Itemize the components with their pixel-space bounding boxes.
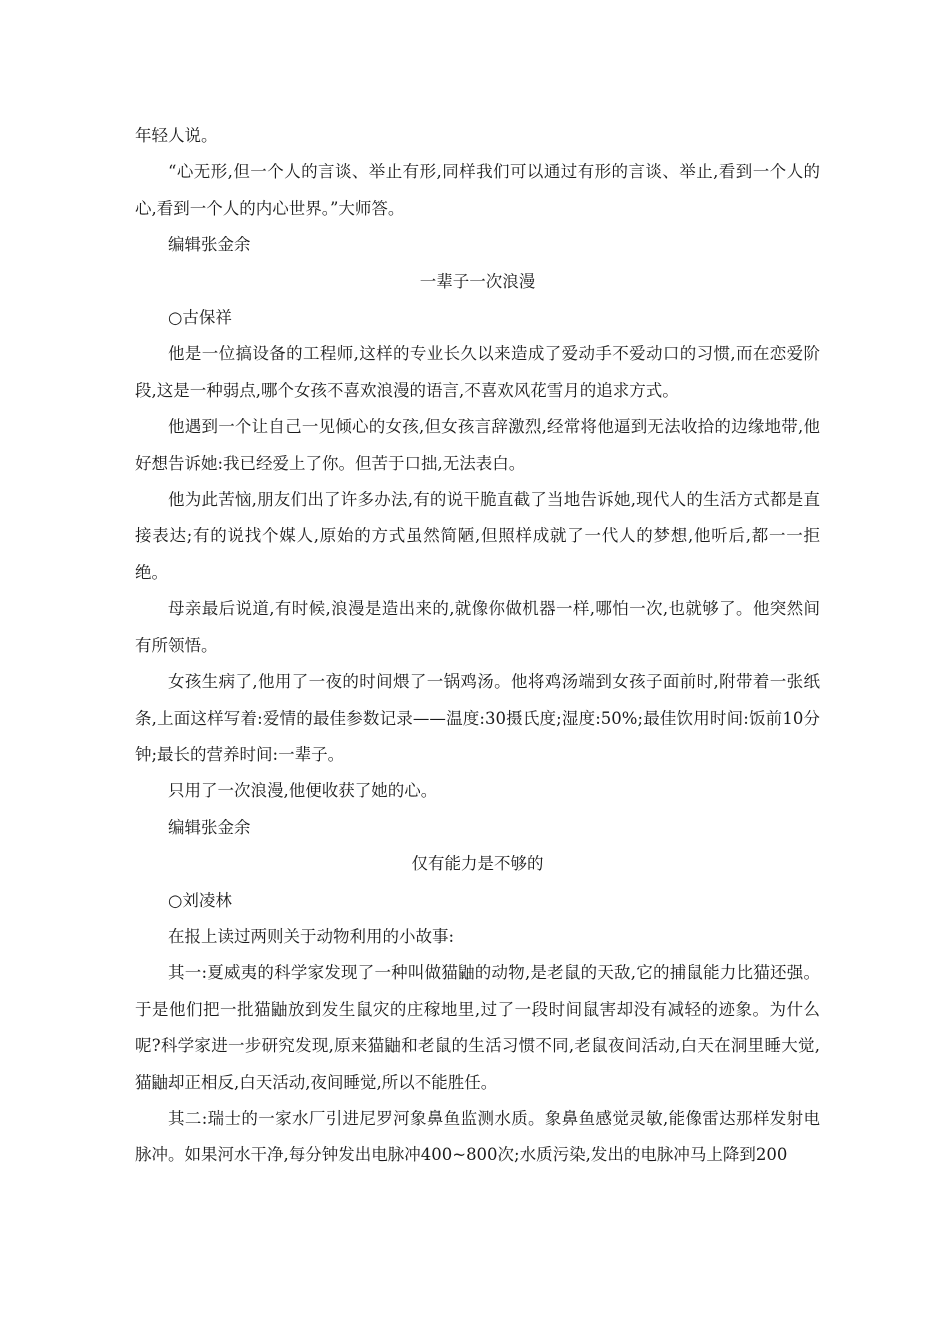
author-line: ○刘凌林 [168,890,232,910]
paragraph: “心无形,但一个人的言谈、举止有形,同样我们可以通过有形的言谈、举止,看到一个人的心,看到一个人的内心世界。”大师答。 [135,162,820,218]
document-body [135,118,820,1174]
article-title: 仅有能力是不够的 [411,854,544,874]
editor-credit: 编辑张金余 [168,817,251,837]
paragraph: 年轻人说。 [135,126,218,145]
paragraph: 其二:瑞士的一家水厂引进尼罗河象鼻鱼监测水质。象鼻鱼感觉灵敏,能像雷达那样发射电脉冲。如果河水干净,每分钟发出电脉冲400~800次;水质污染,发出的电脉冲马上降到200 [135,1108,820,1165]
paragraph: 女孩生病了,他用了一夜的时间煨了一锅鸡汤。他将鸡汤端到女孩子面前时,附带着一张纸条,上面这样写着:爱情的最佳参数记录——温度:30摄氏度;湿度:50%;最佳饮用时间:饭前10分钟;最长的营养时间:一辈子。 [135,672,820,764]
article-title: 一辈子一次浪漫 [419,271,536,291]
author-line: ○古保祥 [168,308,232,328]
paragraph: 他遇到一个让自己一见倾心的女孩,但女孩言辞激烈,经常将他逼到无法收拾的边缘地带,他好想告诉她:我已经爱上了你。但苦于口拙,无法表白。 [135,417,820,473]
paragraph: 在报上读过两则关于动物利用的小故事: [168,926,455,946]
paragraph: 只用了一次浪漫,他便收获了她的心。 [168,781,438,801]
editor-credit: 编辑张金余 [168,235,251,255]
paragraph: 他为此苦恼,朋友们出了许多办法,有的说干脆直截了当地告诉她,现代人的生活方式都是直接表达;有的说找个媒人,原始的方式虽然简陋,但照样成就了一代人的梦想,他听后,都一一拒绝。 [135,490,820,582]
paragraph: 母亲最后说道,有时候,浪漫是造出来的,就像你做机器一样,哪怕一次,也就够了。他突然间有所领悟。 [135,599,820,655]
paragraph: 其一:夏威夷的科学家发现了一种叫做猫鼬的动物,是老鼠的天敌,它的捕鼠能力比猫还强。于是他们把一批猫鼬放到发生鼠灾的庄稼地里,过了一段时间鼠害却没有减轻的迹象。为什么呢?科学家进一步研究发现,原来猫鼬和老鼠的生活习惯不同,老鼠夜间活动,白天在洞里睡大觉,猫鼬却正相反,白天活动,夜间睡觉,所以不能胜任。 [135,963,820,1092]
paragraph: 他是一位搞设备的工程师,这样的专业长久以来造成了爱动手不爱动口的习惯,而在恋爱阶段,这是一种弱点,哪个女孩不喜欢浪漫的语言,不喜欢风花雪月的追求方式。 [135,344,820,400]
